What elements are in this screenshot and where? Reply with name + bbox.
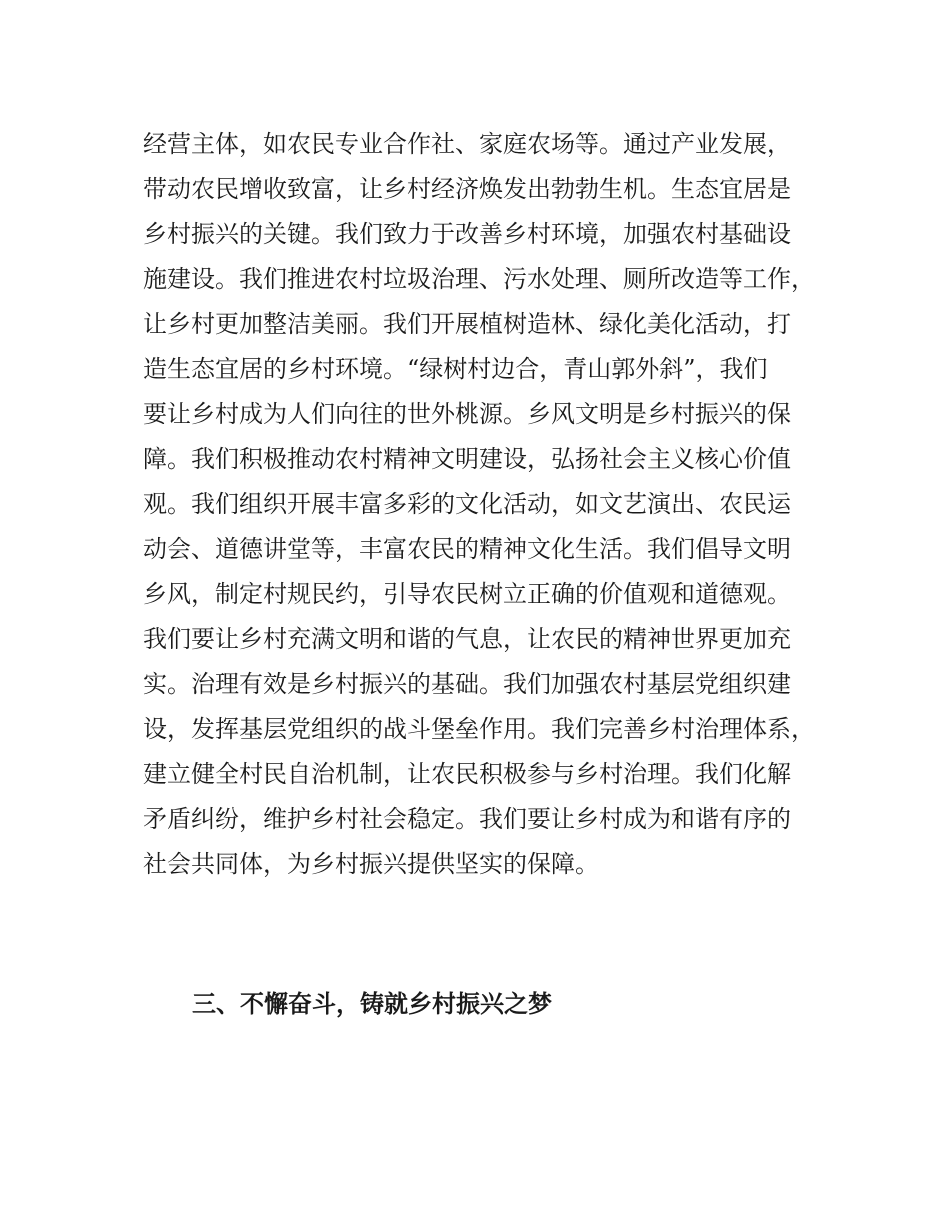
paragraph-line: 观。我们组织开展丰富多彩的文化活动，如文艺演出、农民运 (143, 490, 791, 518)
paragraph-line: 障。我们积极推动农村精神文明建设，弘扬社会主义核心价值 (143, 445, 791, 473)
paragraph-line: 带动农民增收致富，让乡村经济焕发出勃勃生机。生态宜居是 (143, 175, 791, 203)
paragraph-line: 建立健全村民自治机制，让农民积极参与乡村治理。我们化解 (143, 760, 791, 788)
paragraph-line: 乡村振兴的关键。我们致力于改善乡村环境，加强农村基础设 (143, 220, 791, 248)
paragraph-line: 让乡村更加整洁美丽。我们开展植树造林、绿化美化活动，打 (143, 310, 791, 338)
paragraph-line: 动会、道德讲堂等，丰富农民的精神文化生活。我们倡导文明 (143, 535, 791, 563)
paragraph-line: 乡风，制定村规民约，引导农民树立正确的价值观和道德观。 (143, 580, 791, 608)
section-heading: 三、不懈奋斗，铸就乡村振兴之梦 (192, 990, 552, 1018)
body-paragraph (143, 122, 815, 887)
paragraph-line: 施建设。我们推进农村垃圾治理、污水处理、厕所改造等工作， (143, 265, 815, 293)
paragraph-line: 要让乡村成为人们向往的世外桃源。乡风文明是乡村振兴的保 (143, 400, 791, 428)
paragraph-line: 设，发挥基层党组织的战斗堡垒作用。我们完善乡村治理体系， (143, 715, 815, 743)
paragraph-line: 矛盾纠纷，维护乡村社会稳定。我们要让乡村成为和谐有序的 (143, 805, 791, 833)
paragraph-line: 实。治理有效是乡村振兴的基础。我们加强农村基层党组织建 (143, 670, 791, 698)
paragraph-line: 我们要让乡村充满文明和谐的气息，让农民的精神世界更加充 (143, 625, 791, 653)
paragraph-line: 造生态宜居的乡村环境。“绿树村边合，青山郭外斜”，我们 (143, 355, 768, 383)
paragraph-line: 社会共同体，为乡村振兴提供坚实的保障。 (143, 850, 599, 878)
paragraph-line: 经营主体，如农民专业合作社、家庭农场等。通过产业发展， (143, 130, 791, 158)
